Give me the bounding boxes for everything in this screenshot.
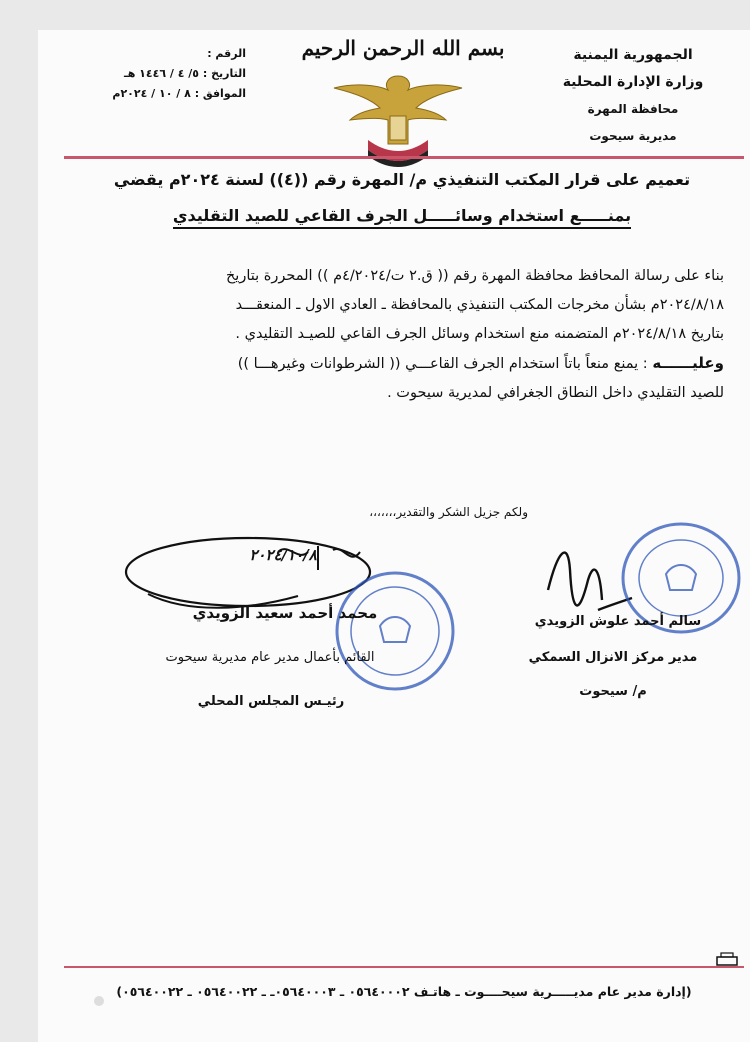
- page-mark: [94, 996, 104, 1006]
- yemen-eagle-emblem-icon: [328, 66, 468, 176]
- signatory-left-name: محمد أحمد سعيد الزويدي: [192, 604, 378, 622]
- directorate-name: مديرية سيحوت: [589, 129, 677, 143]
- reference-row: [46, 44, 246, 64]
- footer-divider: [64, 966, 744, 968]
- reference-label: الرقم :: [207, 47, 246, 60]
- document-title-line1: تعميم على قرار المكتب التنفيذي م/ المهرة رقم ((٤)) لسنة ٢٠٢٤م يقضي: [113, 170, 691, 189]
- decree-line-1: [74, 349, 724, 379]
- signatory-left-role-2: رئيـس المجلس المحلي: [197, 694, 345, 709]
- country-name: الجمهورية اليمنية: [573, 47, 693, 63]
- printer-icon: [714, 952, 740, 968]
- closing-text: ولكم جزيل الشكر والتقدير،،،،،،،: [369, 505, 528, 519]
- body-line-3: بتاريخ ٢٠٢٤/٨/١٨م المتضمنه منع استخدام وسائل الجرف القاعي للصيـد التقليدي .: [235, 326, 724, 342]
- official-stamp-left: [330, 566, 460, 696]
- signatory-right-name: سالم أحمد علوش الزويدي: [534, 614, 702, 629]
- header-divider: [64, 156, 744, 159]
- signatory-right-role-2: م/ سيحوت: [579, 684, 647, 699]
- document-title-line2-text: بمنـــــع استخدام وسائـــــل الجرف القاعي للصيد التقليدي: [173, 206, 631, 229]
- gregorian-date-value: ٨ / ١٠ / ٢٠٢٤م: [112, 87, 191, 100]
- hijri-date-label: التاريخ :: [202, 67, 246, 80]
- footer-contact: (إدارة مدير عام مديـــــرية سيحــــوت ـ هاتـف ٠٥٦٤٠٠٠٢ ـ ٠٥٦٤٠٠٠٣ـ ـ ٠٥٦٤٠٠٢٢ ـ ٠٥٦٤٠٠٢٢): [116, 984, 692, 999]
- letterhead-right: [548, 42, 718, 150]
- document-body: [74, 262, 724, 408]
- decree-label: وعليــــــه: [652, 354, 724, 372]
- document-page: [38, 30, 750, 1042]
- signatory-left-role: القائم بأعمال مدير عام مديرية سيحوت: [165, 650, 375, 665]
- document-title-line2: [92, 206, 712, 225]
- decree-line-2: للصيد التقليدي داخل النطاق الجغرافي لمديرية سيحوت .: [387, 385, 724, 401]
- body-line-1: بناء على رسالة المحافظ محافظة المهرة رقم (( ق.٢ ت/٤/٢٠٢٤م )) المحررة بتاريخ: [225, 268, 724, 284]
- signatory-right-role: مدير مركز الانزال السمكي: [528, 650, 698, 665]
- letterhead-left: [46, 44, 246, 104]
- body-line-2: ٢٠٢٤/٨/١٨م بشأن مخرجات المكتب التنفيذي بالمحافظة ـ العادي الاول ـ المنعقـــد: [235, 297, 724, 313]
- hijri-date-row: [46, 64, 246, 84]
- hijri-date-value: ٥/ ٤ / ١٤٤٦ هـ: [123, 67, 200, 80]
- ministry-name: وزارة الإدارة المحلية: [562, 74, 704, 90]
- governorate-name: محافظة المهرة: [587, 102, 679, 116]
- decree-text: : يمنع منعاً باتاً استخدام الجرف القاعـــي (( الشرطوانات وغيرهـــا )): [237, 356, 653, 372]
- gregorian-date-row: [46, 84, 246, 104]
- handwritten-date: ٢٠٢٤/١٠/٨: [249, 546, 317, 564]
- gregorian-date-label: الموافق :: [194, 87, 246, 100]
- basmala: بسم الله الرحمن الرحيم: [301, 36, 505, 60]
